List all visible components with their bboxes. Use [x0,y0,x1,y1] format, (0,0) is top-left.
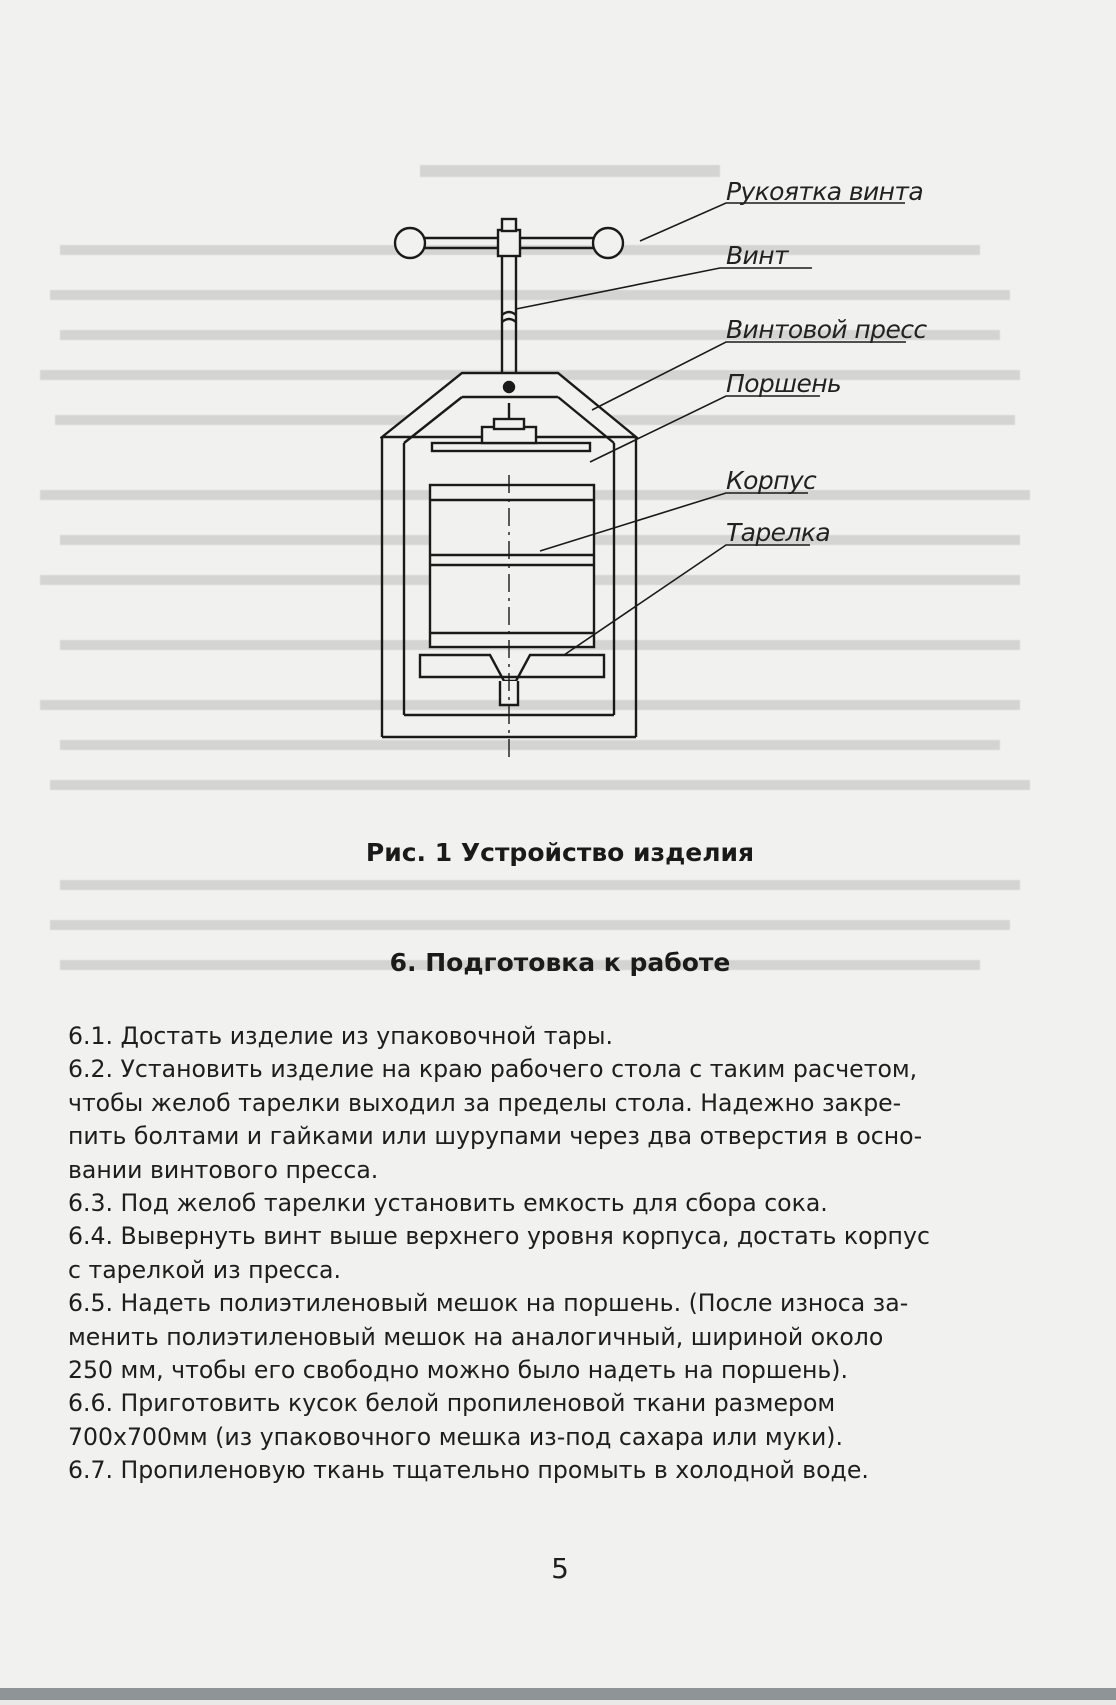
body-line: с тарелкой из пресса. [68,1255,341,1284]
section-title: 6. Подготовка к работе [389,948,731,977]
body-line: пить болтами и гайками или шурупами через два отверстия в осно- [68,1122,923,1151]
body-line: вании винтового пресса. [68,1155,379,1184]
scan-edge [0,1688,1116,1700]
page-number: 5 [551,1552,569,1585]
body-line: 6.3. Под желоб тарелки установить емкость для сбора сока. [68,1189,828,1218]
label-body: Корпус [726,466,817,495]
label-plate: Тарелка [726,518,831,547]
label-screw: Винт [726,241,788,270]
label-press: Винтовой пресс [726,315,927,344]
body-line: чтобы желоб тарелки выходил за пределы стола. Надежно закре- [68,1088,902,1117]
body-line: 6.7. Пропиленовую ткань тщательно промыть в холодной воде. [68,1456,869,1485]
label-piston: Поршень [726,369,842,398]
body-line: 6.5. Надеть полиэтиленовый мешок на поршень. (После износа за- [68,1289,909,1318]
barrel-body [430,485,594,647]
device-diagram [380,175,1000,765]
label-handle: Рукоятка винта [726,177,924,206]
body-line: 6.6. Приготовить кусок белой пропиленовой ткани размером [68,1389,836,1418]
body-line: 6.1. Достать изделие из упаковочной тары. [68,1022,614,1050]
body-line: 6.4. Вывернуть винт выше верхнего уровня корпуса, достать корпус [68,1222,930,1251]
plate [420,655,604,705]
body-line: 6.2. Установить изделие на краю рабочего стола с таким расчетом, [68,1055,918,1084]
body-line: 250 мм, чтобы его свободно можно было надеть на поршень). [68,1356,849,1385]
body-line: 700х700мм (из упаковочного мешка из-под сахара или муки). [68,1422,843,1451]
section-body [68,1020,1068,1488]
body-line: менить полиэтиленовый мешок на аналогичный, шириной около [68,1322,884,1351]
figure-caption: Рис. 1 Устройство изделия [365,838,755,867]
handle-bar [395,228,623,258]
